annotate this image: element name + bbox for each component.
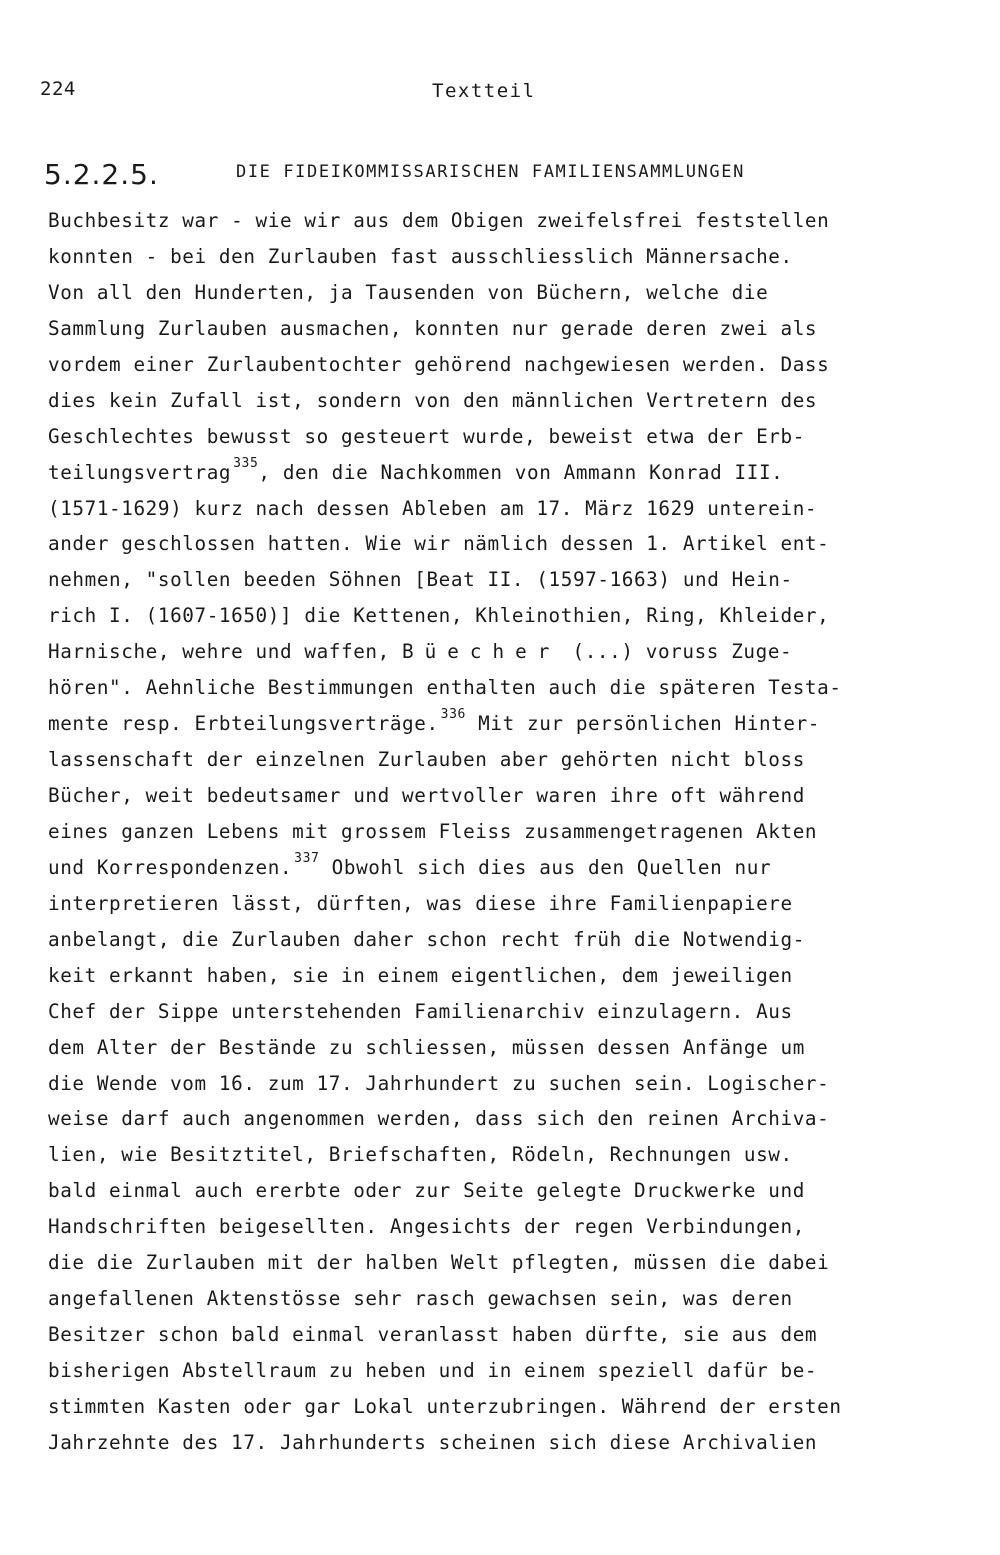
text-line: rich I. (1607-1650)] die Kettenen, Khleinothien, Ring, Khleider,: [48, 604, 830, 628]
section-number: 5.2.2.5.: [44, 158, 159, 191]
text-line: dies kein Zufall ist, sondern von den männlichen Vertretern des: [48, 388, 818, 412]
text-segment: Obwohl sich dies aus den Quellen nur: [319, 855, 772, 879]
text-line: lien, wie Besitztitel, Briefschaften, Rödeln, Rechnungen usw.: [48, 1143, 793, 1167]
text-line: lassenschaft der einzelnen Zurlauben aber gehörten nicht bloss: [48, 748, 805, 772]
text-line: Chef der Sippe unterstehenden Familienarchiv einzulagern. Aus: [48, 999, 793, 1023]
section-title: DIE FIDEIKOMMISSARISCHEN FAMILIENSAMMLUNGEN: [236, 162, 745, 182]
text-line: interpretieren lässt, dürften, was diese ihre Familienpapiere: [48, 891, 793, 915]
text-line: Handschriften beigesellten. Angesichts der regen Verbindungen,: [48, 1215, 805, 1239]
text-segment: mente resp. Erbteilungsverträge.: [48, 712, 439, 736]
text-line: [48, 634, 948, 670]
text-segment: (...) voruss Zuge-: [560, 640, 793, 664]
text-line: Jahrzehnte des 17. Jahrhunderts scheinen sich diese Archivalien: [48, 1430, 818, 1454]
text-line: Geschlechtes bewusst so gesteuert wurde, beweist etwa der Erb-: [48, 424, 805, 448]
text-line: die Wende vom 16. zum 17. Jahrhundert zu suchen sein. Logischer-: [48, 1071, 830, 1095]
text-line: (1571-1629) kurz nach dessen Ableben am 17. März 1629 unterein-: [48, 496, 818, 520]
text-line: die die Zurlauben mit der halben Welt pflegten, müssen die dabei: [48, 1251, 830, 1275]
text-segment: , den die Nachkommen von Ammann Konrad III.: [258, 460, 784, 484]
footnote-ref-335: 335: [233, 455, 259, 471]
text-segment: und Korrespondenzen.: [48, 855, 293, 879]
text-line: konnten - bei den Zurlauben fast ausschliesslich Männersache.: [48, 244, 793, 268]
text-line: keit erkannt haben, sie in einem eigentlichen, dem jeweiligen: [48, 963, 793, 987]
text-line: [48, 850, 948, 886]
text-line: dem Alter der Bestände zu schliessen, müssen dessen Anfänge um: [48, 1035, 805, 1059]
text-line: [48, 706, 948, 742]
text-line: Buchbesitz war - wie wir aus dem Obigen zweifelsfrei feststellen: [48, 209, 830, 232]
page-number: 224: [40, 78, 76, 100]
text-line: anbelangt, die Zurlauben daher schon recht früh die Notwendig-: [48, 927, 805, 951]
text-segment: Harnische, wehre und waffen,: [48, 640, 403, 664]
text-line: Bücher, weit bedeutsamer und wertvoller waren ihre oft während: [48, 784, 805, 807]
text-line: Sammlung Zurlauben ausmachen, konnten nur gerade deren zwei als: [48, 316, 818, 340]
text-line: nehmen, "sollen beeden Söhnen [Beat II. (1597-1663) und Hein-: [48, 568, 793, 592]
body-text: [48, 203, 948, 1461]
text-line: eines ganzen Lebens mit grossem Fleiss zusammengetragenen Akten: [48, 819, 818, 843]
text-line: bald einmal auch ererbte oder zur Seite gelegte Druckwerke und: [48, 1179, 805, 1203]
text-segment: Mit zur persönlichen Hinter-: [465, 712, 820, 736]
footnote-ref-336: 336: [440, 707, 466, 723]
text-line: bisherigen Abstellraum zu heben und in einem speziell dafür be-: [48, 1359, 818, 1382]
text-line: hören". Aehnliche Bestimmungen enthalten auch die späteren Testa-: [48, 676, 842, 700]
running-head: Textteil: [432, 80, 536, 102]
text-line: stimmten Kasten oder gar Lokal unterzubringen. Während der ersten: [48, 1394, 842, 1418]
text-line: ander geschlossen hatten. Wie wir nämlich dessen 1. Artikel ent-: [48, 532, 830, 556]
text-line: vordem einer Zurlaubentochter gehörend nachgewiesen werden. Dass: [48, 352, 830, 376]
text-line: [48, 455, 948, 491]
text-segment: teilungsvertrag: [48, 460, 232, 484]
spaced-emphasis: Büecher: [402, 640, 561, 664]
text-line: weise darf auch angenommen werden, dass sich den reinen Archiva-: [48, 1107, 830, 1131]
text-line: Von all den Hunderten, ja Tausenden von Büchern, welche die: [48, 280, 769, 304]
text-line: Besitzer schon bald einmal veranlasst haben dürfte, sie aus dem: [48, 1323, 818, 1347]
text-line: angefallenen Aktenstösse sehr rasch gewachsen sein, was deren: [48, 1287, 793, 1311]
footnote-ref-337: 337: [294, 850, 320, 866]
